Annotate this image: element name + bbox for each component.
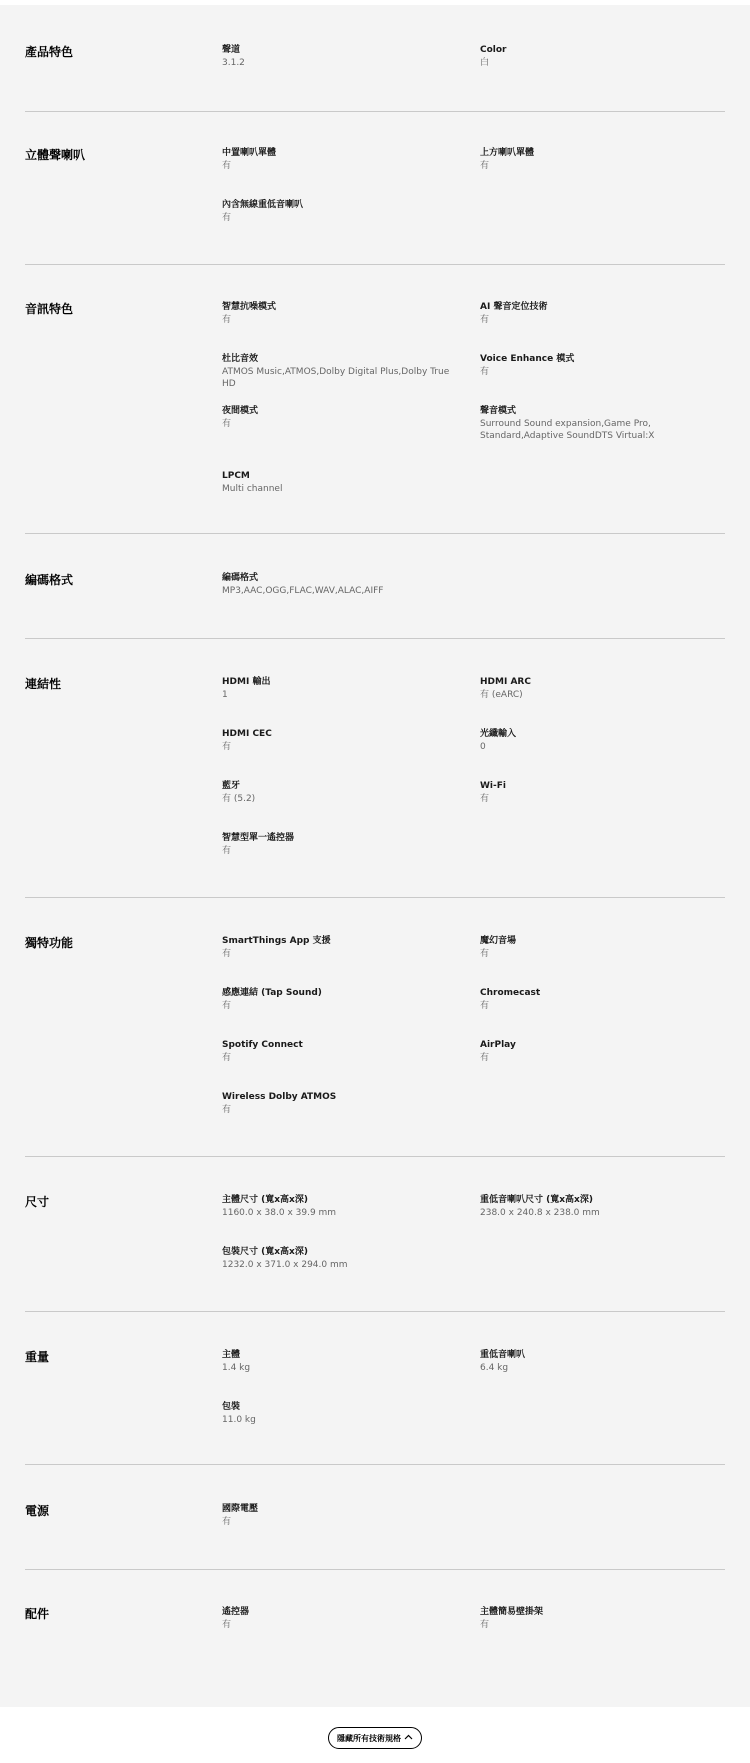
spec-item	[222, 987, 462, 1012]
spec-label: 主體尺寸 (寬x高x深)	[222, 1195, 308, 1205]
section-title: 獨特功能	[25, 936, 74, 950]
spec-item	[480, 728, 720, 753]
spec-value: 6.4 kg	[480, 1363, 509, 1373]
spec-section	[25, 147, 725, 265]
spec-value: 有	[222, 161, 232, 171]
spec-value: 有	[480, 794, 490, 804]
spec-value: 有	[222, 949, 232, 959]
spec-value: 1232.0 x 371.0 x 294.0 mm	[222, 1260, 348, 1270]
spec-label: 主體簡易壁掛架	[480, 1607, 544, 1617]
spec-section	[25, 572, 725, 639]
spec-item	[222, 935, 462, 960]
spec-value: ATMOS Music,ATMOS,Dolby Digital Plus,Dolby True HD	[222, 367, 450, 389]
spec-item	[480, 1039, 720, 1064]
spec-item	[222, 1401, 462, 1426]
spec-value: 有	[222, 1001, 232, 1011]
spec-item	[480, 935, 720, 960]
spec-section	[25, 1606, 725, 1716]
spec-label: 編碼格式	[222, 573, 259, 583]
spec-item	[222, 832, 462, 857]
spec-value: 有	[222, 742, 232, 752]
spec-value: Multi channel	[222, 484, 283, 494]
spec-label: 重低音喇叭	[480, 1350, 526, 1360]
spec-value: 1	[222, 690, 228, 700]
section-title: 尺寸	[25, 1195, 50, 1209]
spec-item	[222, 199, 462, 224]
spec-label: HDMI ARC	[480, 677, 531, 687]
spec-item	[222, 780, 462, 805]
spec-item	[480, 1194, 720, 1219]
spec-label: 包裝尺寸 (寬x高x深)	[222, 1247, 308, 1257]
spec-section	[25, 1194, 725, 1312]
spec-item	[480, 44, 720, 69]
spec-item	[480, 147, 720, 172]
spec-item	[222, 572, 462, 597]
spec-value: 1160.0 x 38.0 x 39.9 mm	[222, 1208, 337, 1218]
spec-item	[222, 470, 462, 495]
spec-item	[222, 1606, 462, 1631]
spec-value: 有	[222, 419, 232, 429]
section-title: 重量	[25, 1350, 50, 1364]
spec-value: 有	[480, 1053, 490, 1063]
spec-label: 感應連結 (Tap Sound)	[222, 988, 322, 998]
spec-value: 238.0 x 240.8 x 238.0 mm	[480, 1208, 600, 1218]
spec-label: 光纖輸入	[480, 729, 517, 739]
spec-label: SmartThings App 支援	[222, 936, 331, 946]
spec-label: Voice Enhance 模式	[480, 354, 575, 364]
spec-item	[222, 676, 462, 701]
spec-label: AirPlay	[480, 1040, 516, 1050]
spec-section	[25, 1349, 725, 1465]
spec-item	[480, 1349, 720, 1374]
spec-value: 有	[480, 367, 490, 377]
spec-value: 有	[222, 1620, 232, 1630]
spec-label: HDMI CEC	[222, 729, 272, 739]
spec-label: 內含無線重低音喇叭	[222, 200, 304, 210]
spec-label: LPCM	[222, 471, 250, 481]
spec-label: 遙控器	[222, 1607, 250, 1617]
section-title: 編碼格式	[25, 573, 74, 587]
spec-label: Wireless Dolby ATMOS	[222, 1092, 337, 1102]
spec-value: 有	[480, 949, 490, 959]
spec-item	[480, 405, 720, 442]
spec-label: Color	[480, 45, 507, 55]
spec-item	[222, 147, 462, 172]
spec-label: 魔幻音場	[480, 936, 517, 946]
spec-label: 聲音模式	[480, 406, 517, 416]
spec-item	[222, 1091, 462, 1116]
spec-value: 有	[222, 315, 232, 325]
spec-item	[222, 1194, 462, 1219]
spec-label: Chromecast	[480, 988, 541, 998]
spec-label: 智慧型單一遙控器	[222, 833, 295, 843]
spec-item	[480, 1606, 720, 1631]
spec-label: 主體	[222, 1350, 241, 1360]
spec-item	[480, 987, 720, 1012]
spec-value: 有	[222, 1053, 232, 1063]
spec-item	[480, 676, 720, 701]
spec-section	[25, 301, 725, 534]
spec-value: 有	[480, 315, 490, 325]
section-title: 配件	[25, 1607, 50, 1621]
section-title: 產品特色	[25, 45, 74, 59]
section-title: 電源	[25, 1504, 50, 1518]
spec-label: 藍牙	[222, 781, 241, 791]
spec-value: 1.4 kg	[222, 1363, 251, 1373]
spec-label: Wi-Fi	[480, 781, 506, 791]
spec-value: 有	[222, 1105, 232, 1115]
spec-value: 白	[480, 58, 490, 68]
spec-label: 包裝	[222, 1402, 241, 1412]
spec-section	[25, 935, 725, 1157]
spec-item	[222, 1349, 462, 1374]
spec-item	[222, 728, 462, 753]
spec-value: 有	[222, 846, 232, 856]
chevron-up-icon	[404, 1734, 413, 1743]
spec-label: 國際電壓	[222, 1504, 259, 1514]
spec-value: 有	[480, 1001, 490, 1011]
section-title: 連結性	[25, 677, 62, 691]
spec-label: 中置喇叭單體	[222, 148, 277, 158]
spec-item	[480, 301, 720, 326]
spec-label: HDMI 輸出	[222, 677, 271, 687]
collapse-specs-label: 隱藏所有技術規格	[337, 1733, 401, 1743]
spec-label: Spotify Connect	[222, 1040, 303, 1050]
spec-value: 有 (eARC)	[480, 690, 523, 700]
spec-label: 上方喇叭單體	[480, 148, 535, 158]
spec-label: 智慧抗噪模式	[222, 302, 277, 312]
spec-item	[222, 1246, 462, 1271]
spec-label: 聲道	[222, 45, 241, 55]
spec-item	[480, 353, 720, 378]
spec-value: 3.1.2	[222, 58, 245, 68]
spec-label: 夜間模式	[222, 406, 259, 416]
spec-item	[222, 405, 462, 430]
spec-value: 11.0 kg	[222, 1415, 256, 1425]
spec-value: 有	[222, 213, 232, 223]
spec-label: AI 聲音定位技術	[480, 302, 548, 312]
spec-section	[25, 44, 725, 112]
spec-item	[222, 44, 462, 69]
spec-item	[222, 1039, 462, 1064]
spec-item	[480, 780, 720, 805]
spec-value: 0	[480, 742, 486, 752]
spec-item	[222, 301, 462, 326]
spec-section	[25, 676, 725, 898]
spec-item	[222, 353, 462, 390]
spec-item	[222, 1503, 462, 1528]
spec-value: MP3,AAC,OGG,FLAC,WAV,ALAC,AIFF	[222, 586, 384, 596]
spec-value: 有	[222, 1517, 232, 1527]
spec-label: 杜比音效	[222, 354, 259, 364]
section-title: 立體聲喇叭	[25, 148, 86, 162]
spec-label: 重低音喇叭尺寸 (寬x高x深)	[480, 1195, 593, 1205]
spec-value: 有 (5.2)	[222, 794, 256, 804]
spec-value: Surround Sound expansion,Game Pro, Standard,Adaptive SoundDTS Virtual:X	[480, 419, 655, 441]
spec-value: 有	[480, 1620, 490, 1630]
spec-value: 有	[480, 161, 490, 171]
section-title: 音訊特色	[25, 302, 74, 316]
collapse-specs-button[interactable]	[328, 1727, 422, 1749]
spec-section	[25, 1503, 725, 1570]
